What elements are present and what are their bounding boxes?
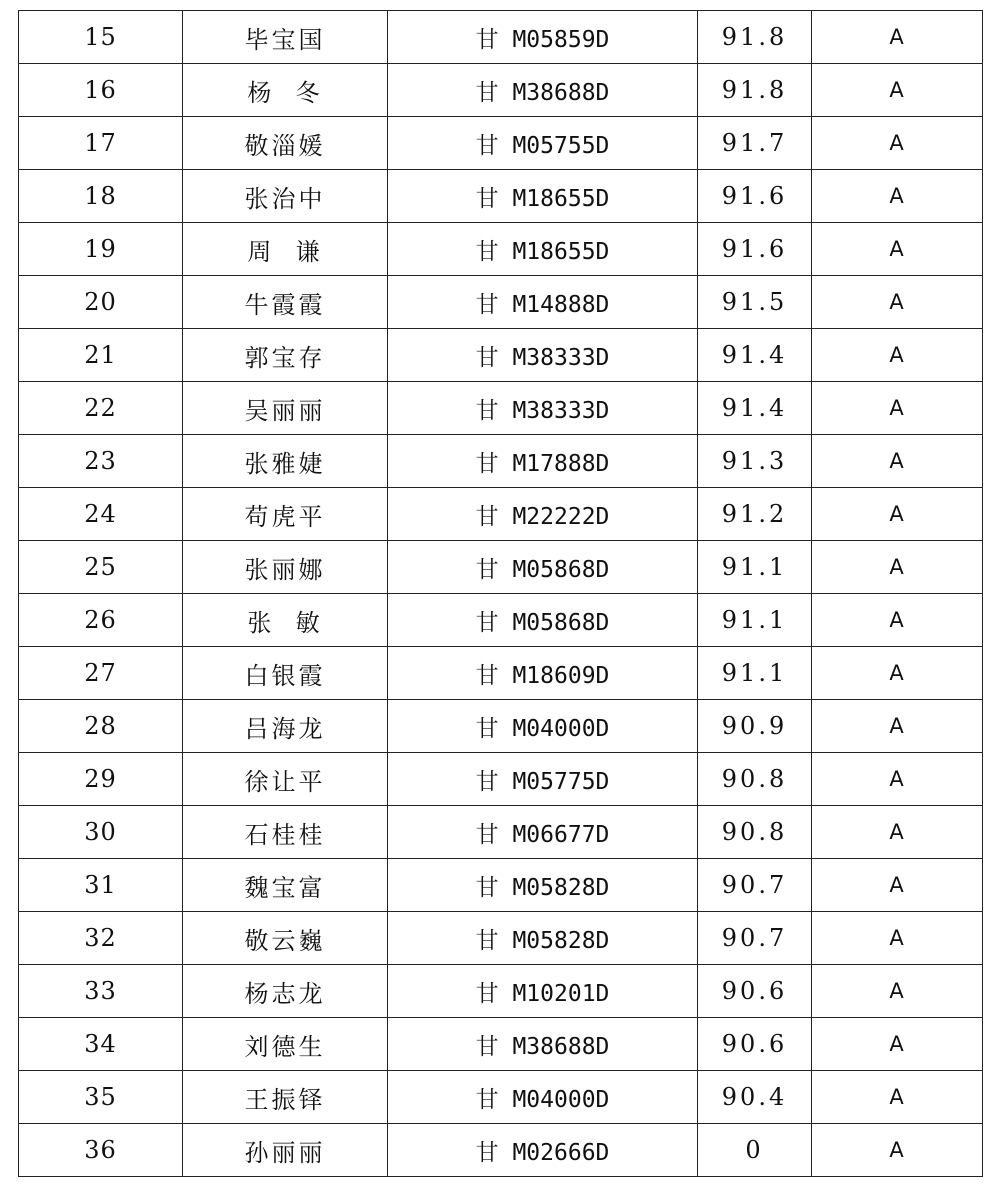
row-number-cell: 16	[19, 64, 183, 117]
driver-name-cell: 苟虎平	[183, 488, 388, 541]
plate-number-cell: 甘 M38688D	[388, 1018, 698, 1071]
score-cell: 90.6	[698, 1018, 812, 1071]
score-cell: 91.7	[698, 117, 812, 170]
score-cell: 90.6	[698, 965, 812, 1018]
grade-cell: A	[812, 170, 983, 223]
grade-cell: A	[812, 276, 983, 329]
driver-name-cell: 敬云巍	[183, 912, 388, 965]
plate-number-cell: 甘 M05828D	[388, 859, 698, 912]
table-row	[19, 1124, 983, 1177]
driver-name-cell: 吕海龙	[183, 700, 388, 753]
score-cell: 90.9	[698, 700, 812, 753]
driver-name-cell: 张雅婕	[183, 435, 388, 488]
driver-name-cell: 白银霞	[183, 647, 388, 700]
row-number-cell: 36	[19, 1124, 183, 1177]
grade-cell: A	[812, 859, 983, 912]
driver-name-cell: 杨 冬	[183, 64, 388, 117]
row-number-cell: 24	[19, 488, 183, 541]
driver-name-cell: 毕宝国	[183, 11, 388, 64]
grade-cell: A	[812, 1018, 983, 1071]
table-row	[19, 276, 983, 329]
table-row	[19, 329, 983, 382]
plate-number-cell: 甘 M14888D	[388, 276, 698, 329]
score-cell: 91.6	[698, 170, 812, 223]
score-cell: 90.4	[698, 1071, 812, 1124]
score-cell: 91.8	[698, 64, 812, 117]
driver-name-cell: 刘德生	[183, 1018, 388, 1071]
row-number-cell: 20	[19, 276, 183, 329]
row-number-cell: 29	[19, 753, 183, 806]
row-number-cell: 21	[19, 329, 183, 382]
plate-number-cell: 甘 M06677D	[388, 806, 698, 859]
grade-cell: A	[812, 117, 983, 170]
plate-number-cell: 甘 M18609D	[388, 647, 698, 700]
table-row	[19, 382, 983, 435]
grade-cell: A	[812, 64, 983, 117]
score-cell: 91.1	[698, 647, 812, 700]
row-number-cell: 22	[19, 382, 183, 435]
table-row	[19, 541, 983, 594]
plate-number-cell: 甘 M05828D	[388, 912, 698, 965]
plate-number-cell: 甘 M10201D	[388, 965, 698, 1018]
plate-number-cell: 甘 M17888D	[388, 435, 698, 488]
score-cell: 90.8	[698, 753, 812, 806]
row-number-cell: 30	[19, 806, 183, 859]
table-row	[19, 11, 983, 64]
row-number-cell: 25	[19, 541, 183, 594]
driver-name-cell: 张治中	[183, 170, 388, 223]
grade-cell: A	[812, 382, 983, 435]
row-number-cell: 26	[19, 594, 183, 647]
table-row	[19, 64, 983, 117]
score-cell: 91.6	[698, 223, 812, 276]
row-number-cell: 23	[19, 435, 183, 488]
plate-number-cell: 甘 M02666D	[388, 1124, 698, 1177]
row-number-cell: 19	[19, 223, 183, 276]
grade-cell: A	[812, 11, 983, 64]
row-number-cell: 28	[19, 700, 183, 753]
document-page	[18, 10, 982, 1177]
table-row	[19, 435, 983, 488]
driver-name-cell: 徐让平	[183, 753, 388, 806]
grade-cell: A	[812, 488, 983, 541]
table-row	[19, 965, 983, 1018]
plate-number-cell: 甘 M18655D	[388, 170, 698, 223]
grade-cell: A	[812, 594, 983, 647]
table-row	[19, 1071, 983, 1124]
row-number-cell: 31	[19, 859, 183, 912]
driver-name-cell: 敬淄媛	[183, 117, 388, 170]
table-row	[19, 594, 983, 647]
driver-name-cell: 魏宝富	[183, 859, 388, 912]
table-row	[19, 488, 983, 541]
grade-cell: A	[812, 912, 983, 965]
table-row	[19, 700, 983, 753]
plate-number-cell: 甘 M38333D	[388, 382, 698, 435]
grade-cell: A	[812, 1071, 983, 1124]
table-row	[19, 753, 983, 806]
row-number-cell: 17	[19, 117, 183, 170]
row-number-cell: 35	[19, 1071, 183, 1124]
row-number-cell: 32	[19, 912, 183, 965]
driver-name-cell: 孙丽丽	[183, 1124, 388, 1177]
driver-name-cell: 吴丽丽	[183, 382, 388, 435]
score-cell: 91.5	[698, 276, 812, 329]
score-cell: 91.4	[698, 382, 812, 435]
score-cell: 91.2	[698, 488, 812, 541]
score-cell: 91.3	[698, 435, 812, 488]
row-number-cell: 15	[19, 11, 183, 64]
grade-cell: A	[812, 700, 983, 753]
grade-cell: A	[812, 965, 983, 1018]
score-cell: 90.7	[698, 859, 812, 912]
table-row	[19, 117, 983, 170]
driver-name-cell: 牛霞霞	[183, 276, 388, 329]
grade-cell: A	[812, 806, 983, 859]
score-cell: 91.4	[698, 329, 812, 382]
driver-name-cell: 杨志龙	[183, 965, 388, 1018]
plate-number-cell: 甘 M05755D	[388, 117, 698, 170]
row-number-cell: 33	[19, 965, 183, 1018]
grade-cell: A	[812, 223, 983, 276]
plate-number-cell: 甘 M05775D	[388, 753, 698, 806]
plate-number-cell: 甘 M38688D	[388, 64, 698, 117]
row-number-cell: 27	[19, 647, 183, 700]
table-row	[19, 223, 983, 276]
score-cell: 0	[698, 1124, 812, 1177]
grade-cell: A	[812, 329, 983, 382]
plate-number-cell: 甘 M05868D	[388, 594, 698, 647]
row-number-cell: 18	[19, 170, 183, 223]
score-cell: 91.1	[698, 541, 812, 594]
grade-cell: A	[812, 1124, 983, 1177]
table-row	[19, 806, 983, 859]
plate-number-cell: 甘 M22222D	[388, 488, 698, 541]
grade-cell: A	[812, 435, 983, 488]
driver-score-table	[18, 10, 983, 1177]
driver-name-cell: 张 敏	[183, 594, 388, 647]
table-row	[19, 912, 983, 965]
grade-cell: A	[812, 647, 983, 700]
score-cell: 91.1	[698, 594, 812, 647]
plate-number-cell: 甘 M38333D	[388, 329, 698, 382]
table-row	[19, 859, 983, 912]
table-row	[19, 170, 983, 223]
score-cell: 90.8	[698, 806, 812, 859]
table-body	[19, 11, 983, 1177]
row-number-cell: 34	[19, 1018, 183, 1071]
driver-name-cell: 郭宝存	[183, 329, 388, 382]
plate-number-cell: 甘 M04000D	[388, 1071, 698, 1124]
driver-name-cell: 王振铎	[183, 1071, 388, 1124]
plate-number-cell: 甘 M18655D	[388, 223, 698, 276]
table-row	[19, 647, 983, 700]
driver-name-cell: 石桂桂	[183, 806, 388, 859]
grade-cell: A	[812, 753, 983, 806]
grade-cell: A	[812, 541, 983, 594]
driver-name-cell: 张丽娜	[183, 541, 388, 594]
score-cell: 90.7	[698, 912, 812, 965]
table-row	[19, 1018, 983, 1071]
plate-number-cell: 甘 M05868D	[388, 541, 698, 594]
plate-number-cell: 甘 M05859D	[388, 11, 698, 64]
plate-number-cell: 甘 M04000D	[388, 700, 698, 753]
score-cell: 91.8	[698, 11, 812, 64]
driver-name-cell: 周 谦	[183, 223, 388, 276]
